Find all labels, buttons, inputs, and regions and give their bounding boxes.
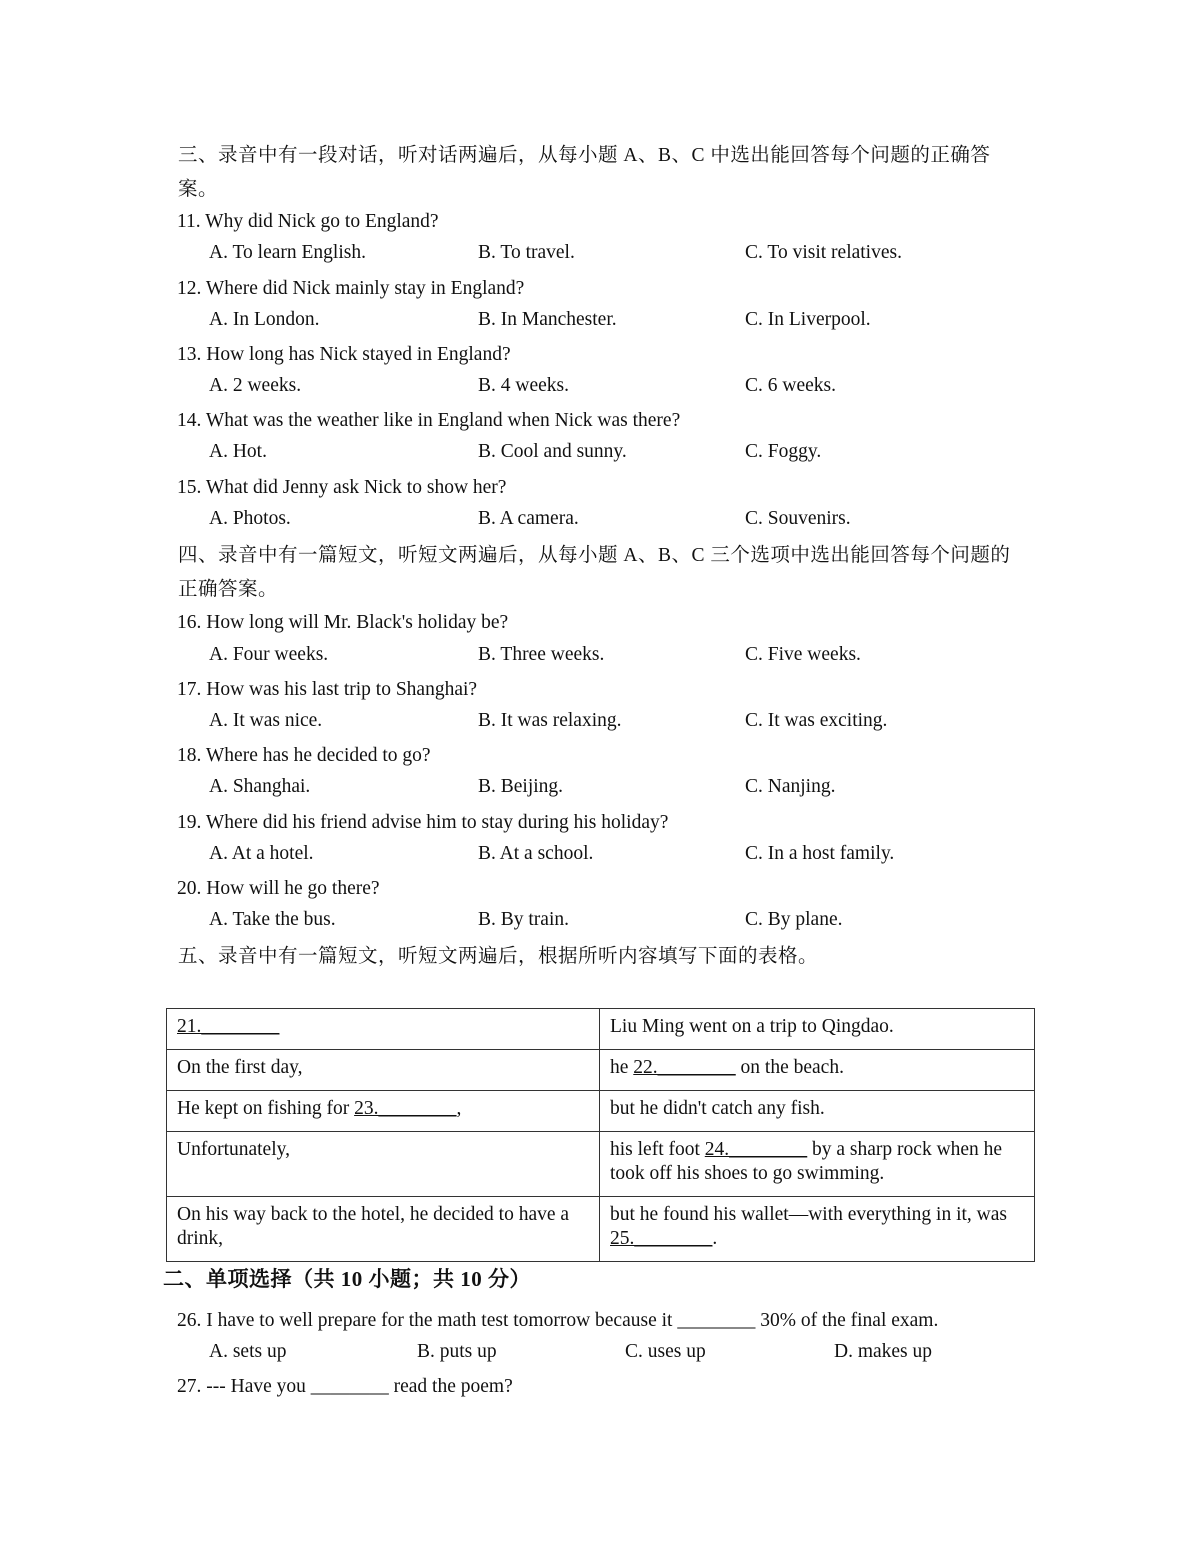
table-cell — [600, 1009, 1035, 1050]
table-cell — [167, 1132, 600, 1197]
q19-option-c: C. In a host family. — [745, 843, 895, 864]
q14-option-b: B. Cool and sunny. — [478, 441, 627, 462]
section-5-heading: 五、录音中有一篇短文，听短文两遍后，根据所听内容填写下面的表格。 — [178, 946, 819, 967]
question-16: 16. How long will Mr. Black's holiday be? — [177, 612, 509, 633]
q26-option-c: C. uses up — [625, 1341, 706, 1362]
question-18: 18. Where has he decided to go? — [177, 745, 431, 766]
table-cell — [600, 1091, 1035, 1132]
table-row — [167, 1009, 1035, 1050]
q20-option-b: B. By train. — [478, 909, 569, 930]
q12-option-c: C. In Liverpool. — [745, 309, 871, 330]
q14-option-c: C. Foggy. — [745, 441, 822, 462]
question-15: 15. What did Jenny ask Nick to show her? — [177, 477, 507, 498]
table-cell — [600, 1197, 1035, 1262]
blank-22[interactable]: 22.________ — [633, 1057, 736, 1078]
q15-option-a: A. Photos. — [209, 508, 291, 529]
cell-text: On the first day, — [177, 1057, 303, 1078]
cell-text: , — [456, 1098, 462, 1119]
table-cell — [600, 1132, 1035, 1197]
q26-option-d: D. makes up — [834, 1341, 933, 1362]
q16-option-a: A. Four weeks. — [209, 644, 329, 665]
q19-option-b: B. At a school. — [478, 843, 594, 864]
table-cell — [167, 1050, 600, 1091]
question-14: 14. What was the weather like in England when Nick was there? — [177, 410, 681, 431]
cell-text: On his way back to the hotel, he decided to have a drink, — [177, 1204, 570, 1249]
blank-21[interactable]: 21.________ — [177, 1016, 280, 1037]
q18-option-a: A. Shanghai. — [209, 776, 311, 797]
q20-option-a: A. Take the bus. — [209, 909, 336, 930]
question-20: 20. How will he go there? — [177, 878, 380, 899]
q20-option-c: C. By plane. — [745, 909, 843, 930]
cell-text: his left foot — [610, 1139, 705, 1160]
q19-option-a: A. At a hotel. — [209, 843, 314, 864]
q12-option-b: B. In Manchester. — [478, 309, 617, 330]
q11-option-b: B. To travel. — [478, 242, 575, 263]
blank-24[interactable]: 24.________ — [704, 1139, 808, 1160]
blank-23[interactable]: 23.________ — [354, 1098, 457, 1119]
q18-option-b: B. Beijing. — [478, 776, 564, 797]
q13-option-b: B. 4 weeks. — [478, 375, 569, 396]
table-row — [167, 1091, 1035, 1132]
q16-option-c: C. Five weeks. — [745, 644, 861, 665]
question-19: 19. Where did his friend advise him to stay during his holiday? — [177, 812, 669, 833]
cell-text: . — [712, 1228, 718, 1249]
question-11: 11. Why did Nick go to England? — [177, 211, 439, 232]
q13-option-c: C. 6 weeks. — [745, 375, 836, 396]
q14-option-a: A. Hot. — [209, 441, 267, 462]
cell-text: but he found his wallet—with everything in it, was — [610, 1204, 1007, 1225]
q12-option-a: A. In London. — [209, 309, 320, 330]
question-12: 12. Where did Nick mainly stay in England? — [177, 278, 525, 299]
blank-25[interactable]: 25.________ — [610, 1228, 713, 1249]
cell-text: on the beach. — [735, 1057, 844, 1078]
q13-option-a: A. 2 weeks. — [209, 375, 302, 396]
q16-option-b: B. Three weeks. — [478, 644, 605, 665]
section-4-heading: 四、录音中有一篇短文，听短文两遍后，从每小题 A、B、C 三个选项中选出能回答每个问题的正确答案。 — [178, 545, 1011, 600]
table-cell — [167, 1009, 600, 1050]
q15-option-b: B. A camera. — [478, 508, 579, 529]
question-26: 26. I have to well prepare for the math test tomorrow because it ________ 30% of the final exam. — [177, 1310, 939, 1331]
question-13: 13. How long has Nick stayed in England? — [177, 344, 511, 365]
part-2-heading: 二、单项选择（共 10 小题；共 10 分） — [163, 1267, 531, 1291]
table-cell — [600, 1050, 1035, 1091]
question-27: 27. --- Have you ________ read the poem? — [177, 1376, 513, 1397]
section-3-heading: 三、录音中有一段对话，听对话两遍后，从每小题 A、B、C 中选出能回答每个问题的正确答案。 — [178, 145, 991, 200]
cell-text: He kept on fishing for — [177, 1098, 355, 1119]
q17-option-b: B. It was relaxing. — [478, 710, 622, 731]
table-cell — [167, 1197, 600, 1262]
fill-in-table — [166, 1008, 1035, 1262]
q26-option-a: A. sets up — [209, 1341, 287, 1362]
cell-text: Unfortunately, — [177, 1139, 290, 1160]
q15-option-c: C. Souvenirs. — [745, 508, 851, 529]
table-row — [167, 1050, 1035, 1091]
table-cell — [167, 1091, 600, 1132]
q18-option-c: C. Nanjing. — [745, 776, 836, 797]
q11-option-a: A. To learn English. — [209, 242, 366, 263]
q26-option-b: B. puts up — [417, 1341, 497, 1362]
q17-option-c: C. It was exciting. — [745, 710, 888, 731]
cell-text: Liu Ming went on a trip to Qingdao. — [610, 1016, 894, 1037]
cell-text: by a sharp rock when he took off his shoes to go swimming. — [610, 1139, 1003, 1184]
cell-text: but he didn't catch any fish. — [610, 1098, 825, 1119]
cell-text: he — [610, 1057, 634, 1078]
question-17: 17. How was his last trip to Shanghai? — [177, 679, 478, 700]
q17-option-a: A. It was nice. — [209, 710, 323, 731]
table-row — [167, 1197, 1035, 1262]
table-row — [167, 1132, 1035, 1197]
q11-option-c: C. To visit relatives. — [745, 242, 902, 263]
